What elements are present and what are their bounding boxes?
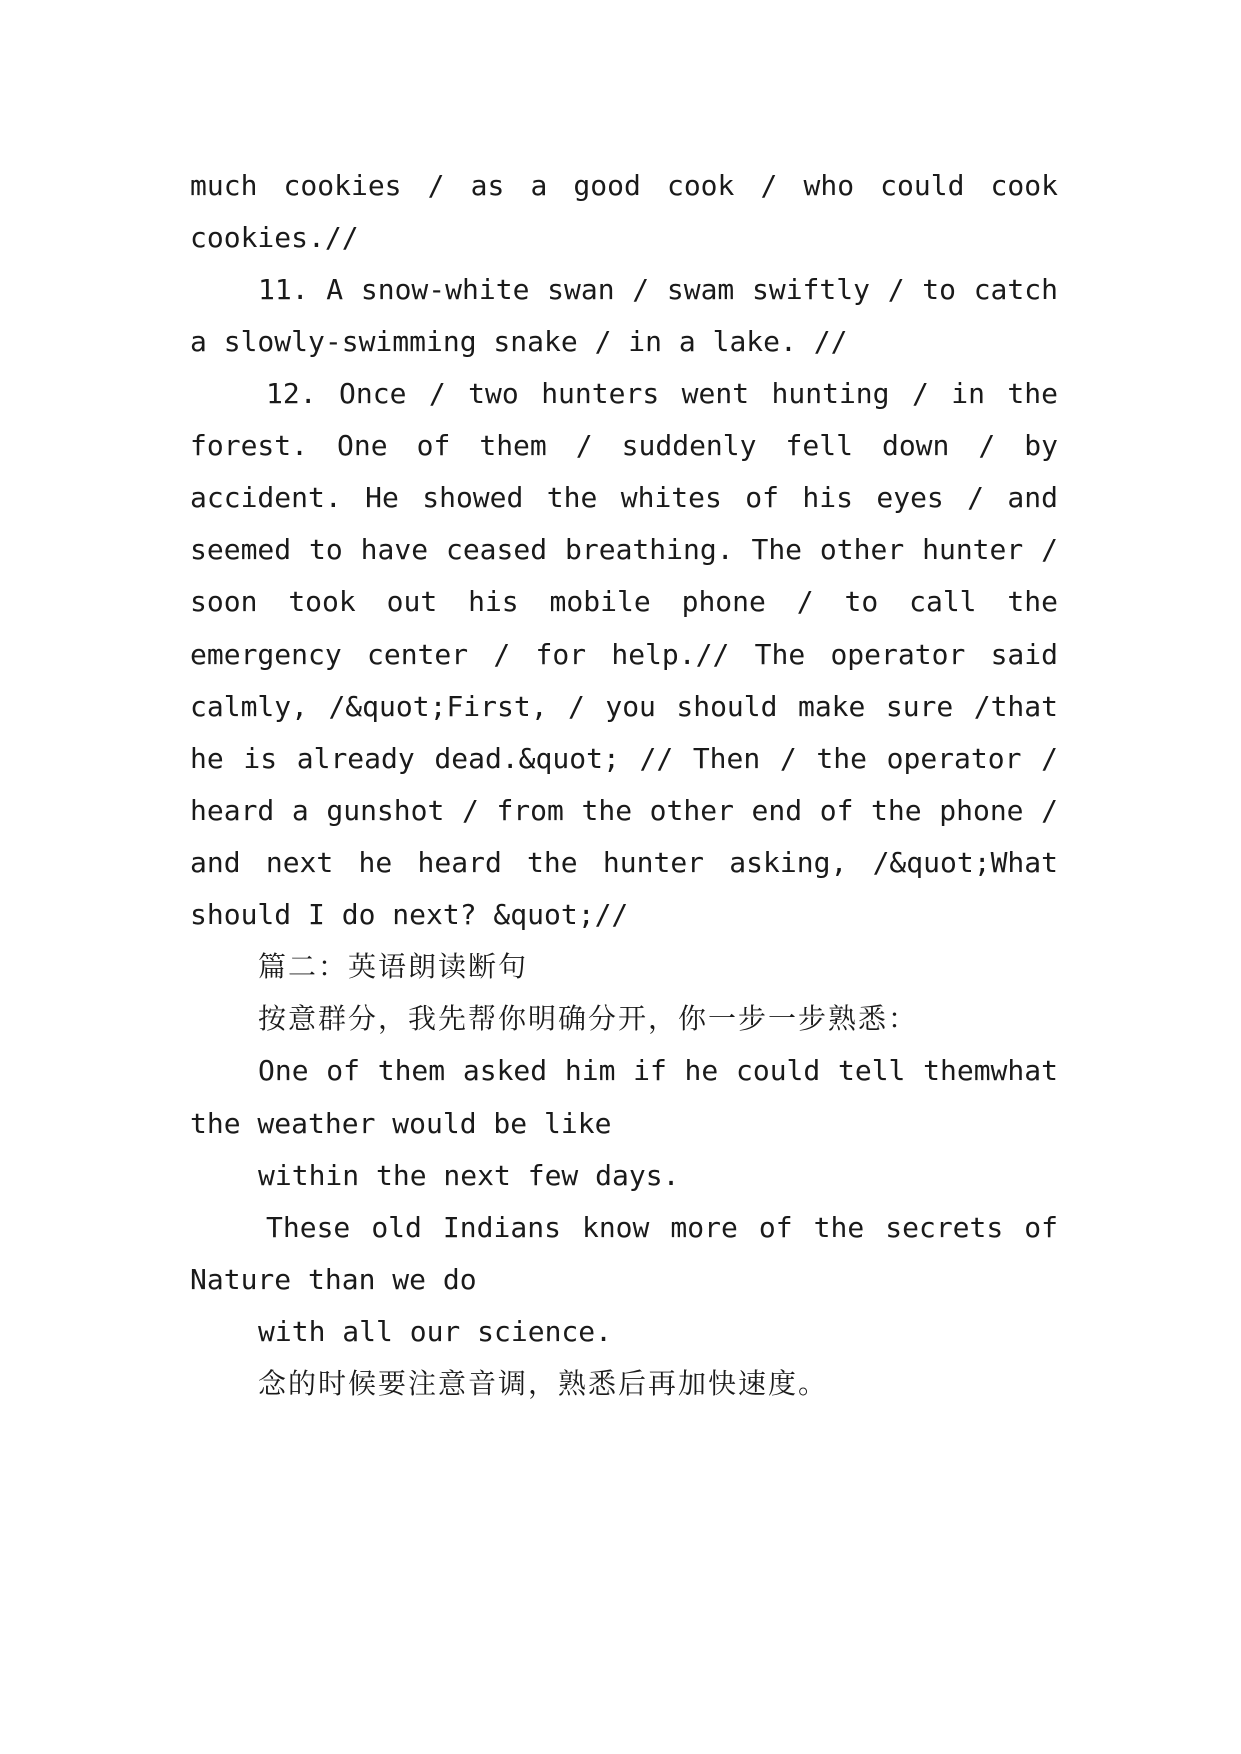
text-line: should I do next? &quot;// bbox=[190, 898, 629, 931]
text-line: and next he heard the hunter asking, /&quot;What bbox=[190, 846, 1058, 879]
text-line: 12. Once / two hunters went hunting / in the bbox=[266, 377, 1058, 410]
text-line: calmly, /&quot;First, / you should make sure /that bbox=[190, 690, 1058, 723]
text-line: he is already dead.&quot; // Then / the operator / bbox=[190, 742, 1058, 775]
text-line: 11. A snow-white swan / swam swiftly / to catch bbox=[258, 273, 1058, 306]
text-line: accident. He showed the whites of his eyes / and bbox=[190, 481, 1058, 514]
text-line: the weather would be like bbox=[190, 1107, 612, 1140]
text-line: 按意群分，我先帮你明确分开，你一步一步熟悉： bbox=[258, 1002, 919, 1035]
text-line: soon took out his mobile phone / to call the bbox=[190, 585, 1058, 618]
text-line: One of them asked him if he could tell themwhat bbox=[258, 1054, 1058, 1087]
section-heading: 篇二：英语朗读断句 bbox=[258, 950, 529, 983]
text-line: Nature than we do bbox=[190, 1263, 477, 1296]
text-line: much cookies / as a good cook / who could cook bbox=[190, 169, 1058, 202]
text-line: heard a gunshot / from the other end of the phone / bbox=[190, 794, 1058, 827]
text-line: within the next few days. bbox=[258, 1159, 680, 1192]
text-line: 念的时候要注意音调，熟悉后再加快速度。 bbox=[258, 1367, 829, 1400]
text-line: seemed to have ceased breathing. The other hunter / bbox=[190, 533, 1058, 566]
text-line: a slowly-swimming snake / in a lake. // bbox=[190, 325, 848, 358]
text-line: emergency center / for help.// The operator said bbox=[190, 638, 1058, 671]
text-line: with all our science. bbox=[258, 1315, 613, 1348]
text-line: These old Indians know more of the secrets of bbox=[266, 1211, 1058, 1244]
text-line: cookies.// bbox=[190, 221, 359, 254]
text-line: forest. One of them / suddenly fell down / by bbox=[190, 429, 1058, 462]
